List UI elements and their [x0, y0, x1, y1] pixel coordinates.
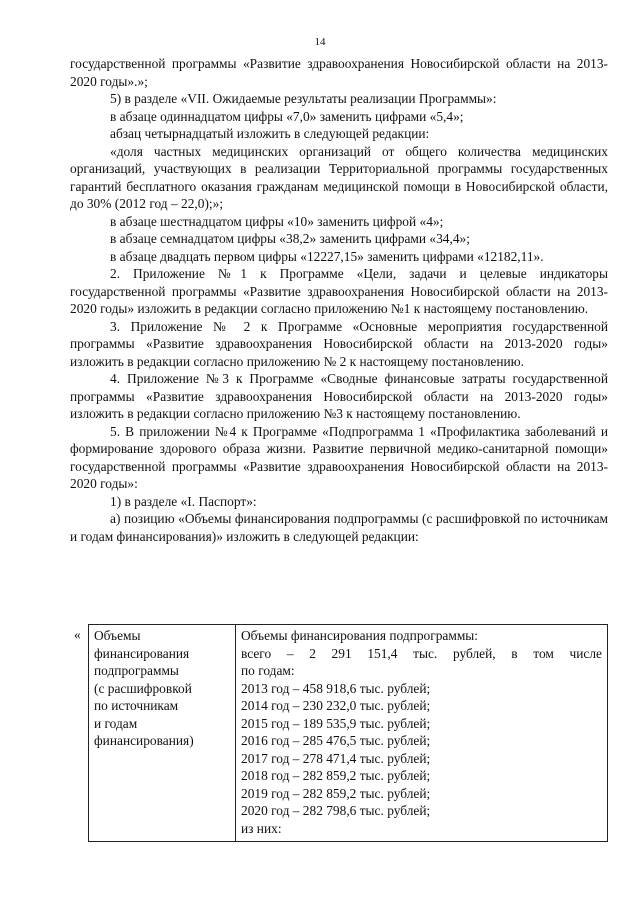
- paragraph-quote-share: «доля частных медицинских организаций от общего количества медицинских организаций, участвующих в реализации Территориальной программы государственных гарантий бесплатного оказания гражданам медицинской помощи в Новосибирской области, до 30% (2012 год – 22,0);»;: [70, 143, 608, 211]
- value-line: 2019 год – 282 859,2 тыс. рублей;: [241, 785, 431, 801]
- value-line: 2016 год – 285 476,5 тыс. рублей;: [241, 733, 431, 748]
- funding-table: [88, 624, 608, 842]
- label-line: подпрограммы: [94, 663, 179, 678]
- paragraph-position-a: а) позицию «Объемы финансирования подпрограммы (с расшифровкой по источникам и годам финансирования)» изложить в следующей редакции:: [70, 511, 608, 544]
- value-title: Объемы финансирования подпрограммы:: [241, 628, 479, 643]
- table-cell-value: [236, 625, 608, 842]
- paragraph-section-7: 5) в разделе «VII. Ожидаемые результаты реализации Программы»:: [110, 91, 497, 106]
- paragraph-appendix-2: 3. Приложение № 2 к Программе «Основные мероприятия государственной программы «Развитие здравоохранения Новосибирской области на 2013-2020 годы» изложить в редакции согласно приложению № 2 к настоящему постановлению.: [70, 318, 608, 369]
- value-line: из них:: [241, 820, 282, 836]
- value-line: 2013 год – 458 918,6 тыс. рублей;: [241, 680, 431, 696]
- paragraph-continuation: государственной программы «Развитие здравоохранения Новосибирской области на 2013-2020 годы».»;: [70, 56, 608, 89]
- paragraph-appendix-3: 4. Приложение №3 к Программе «Сводные финансовые затраты государственной программы «Развитие здравоохранения Новосибирской области на 2013-2020 годы» изложить в редакции согласно приложению №3 к настоящему постановлению.: [70, 371, 608, 421]
- page-number: 14: [314, 36, 326, 48]
- paragraph-appendix-4: 5. В приложении №4 к Программе «Подпрограмма 1 «Профилактика заболеваний и формирование здорового образа жизни. Развитие первичной медико-санитарной помощи» государственной программы «Развитие здравоохранения Новосибирской области на 2013-2020 годы»:: [70, 423, 608, 491]
- label-line: финансирования: [94, 645, 190, 661]
- value-line: по годам:: [241, 663, 295, 678]
- label-line: (с расшифровкой: [94, 680, 192, 696]
- label-line: финансирования): [94, 733, 194, 748]
- paragraph-abzac-17: в абзаце семнадцатом цифры «38,2» заменить цифрами «34,4»;: [110, 231, 470, 246]
- value-line: 2020 год – 282 798,6 тыс. рублей;: [241, 803, 431, 818]
- table-cell-label: [89, 625, 236, 842]
- value-line: 2015 год – 189 535,9 тыс. рублей;: [241, 715, 431, 731]
- value-total: всего – 2 291 151,4 тыс. рублей, в том числе: [241, 645, 602, 661]
- value-line: 2014 год – 230 232,0 тыс. рублей;: [241, 698, 431, 713]
- label-line: Объемы: [94, 628, 141, 643]
- label-line: по источникам: [94, 698, 179, 713]
- open-quote-mark: «: [74, 627, 81, 642]
- paragraph-appendix-1: 2. Приложение №1 к Программе «Цели, задачи и целевые индикаторы государственной программы «Развитие здравоохранения Новосибирской области на 2013-2020 годы» изложить в редакции согласно приложению №1 к настоящему постановлению.: [70, 266, 608, 316]
- paragraph-abzac-16: в абзаце шестнадцатом цифры «10» заменить цифрой «4»;: [110, 213, 444, 229]
- table-row: [89, 625, 608, 842]
- label-line: и годам: [94, 715, 138, 731]
- value-line: 2017 год – 278 471,4 тыс. рублей;: [241, 750, 431, 766]
- paragraph-abzac-11: в абзаце одиннадцатом цифры «7,0» заменить цифрами «5,4»;: [110, 108, 464, 124]
- paragraph-section-1: 1) в разделе «I. Паспорт»:: [110, 493, 257, 509]
- paragraph-abzac-21: в абзаце двадцать первом цифры «12227,15» заменить цифрами «12182,11».: [110, 248, 544, 264]
- document-body: [70, 55, 608, 545]
- paragraph-abzac-14: абзац четырнадцатый изложить в следующей редакции:: [110, 126, 430, 141]
- value-line: 2018 год – 282 859,2 тыс. рублей;: [241, 768, 431, 783]
